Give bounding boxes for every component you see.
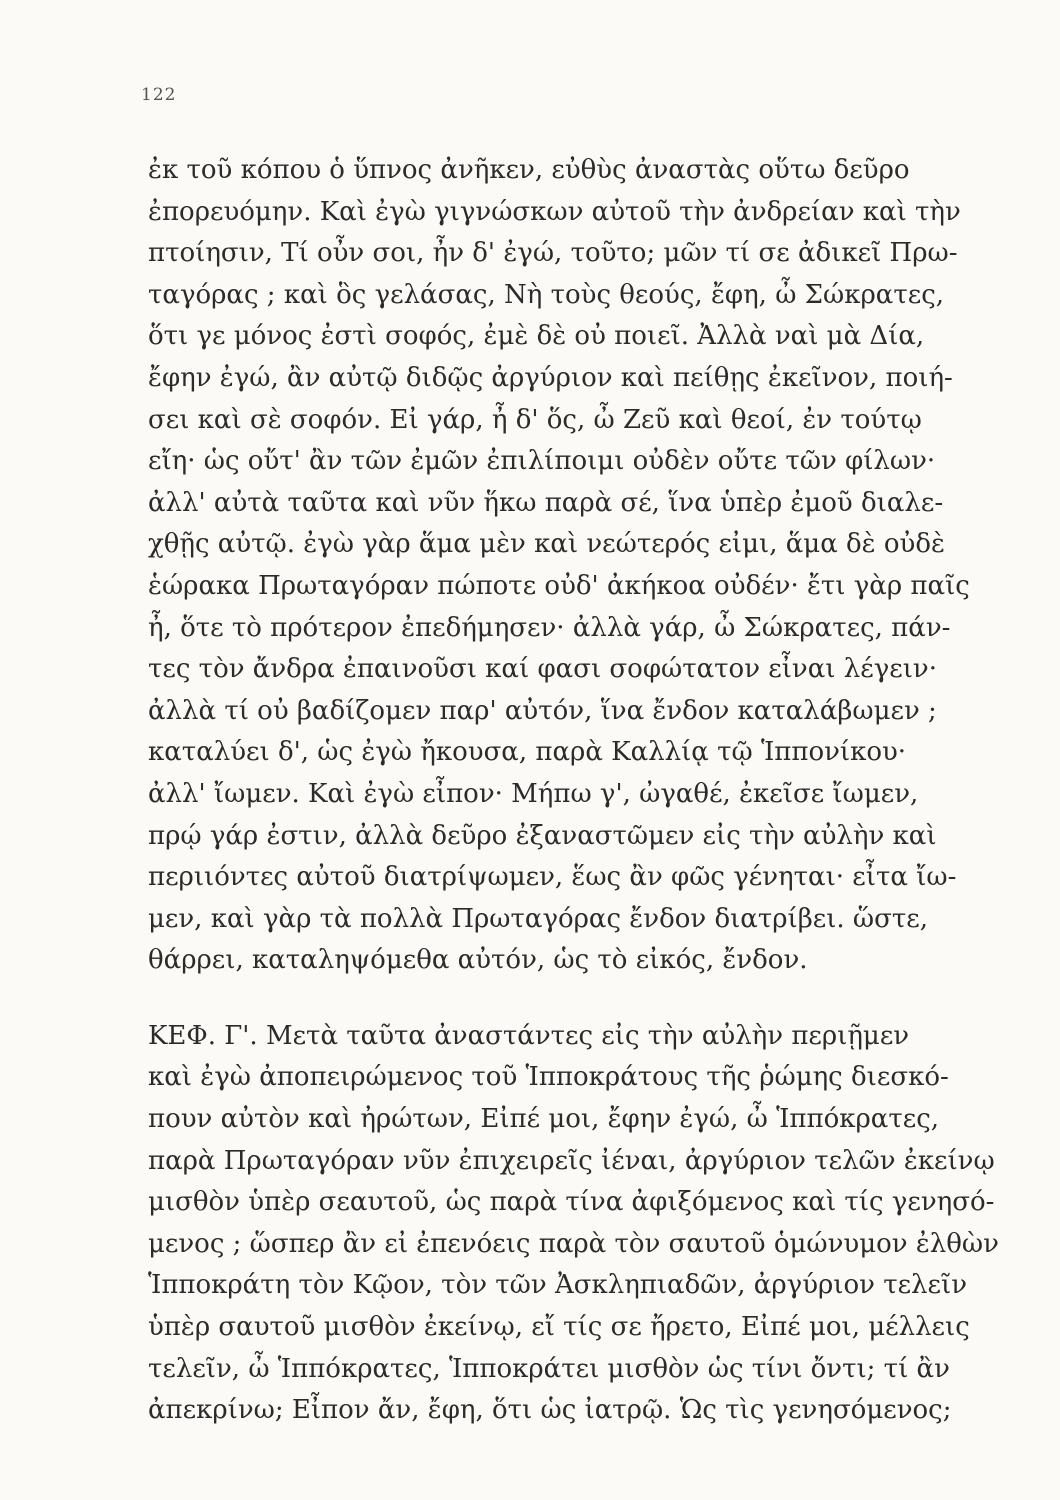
text-line: ἔφην ἐγώ, ἂν αὐτῷ διδῷς ἀργύριον καὶ πείθῃς ἐκεῖνον, ποιή- [148,362,953,393]
text-line: πρῴ γάρ ἐστιν, ἀλλὰ δεῦρο ἐξαναστῶμεν εἰς τὴν αὐλὴν καὶ [148,820,937,851]
page-number: 122 [141,85,177,105]
text-line: περιιόντες αὐτοῦ διατρίψωμεν, ἕως ἂν φῶς γένηται· εἶτα ἴω- [148,862,957,893]
text-line: μεν, καὶ γὰρ τὰ πολλὰ Πρωταγόρας ἔνδον διατρίβει. ὥστε, [148,903,928,934]
text-line: ἦ, ὅτε τὸ πρότερον ἐπεδήμησεν· ἀλλὰ γάρ, ὦ Σώκρατες, πάν- [148,612,951,643]
text-line: παρὰ Πρωταγόραν νῦν ἐπιχειρεῖς ἰέναι, ἀργύριον τελῶν ἐκείνῳ [148,1145,995,1176]
text-line: σει καὶ σὲ σοφόν. Εἰ γάρ, ἦ δ' ὅς, ὦ Ζεῦ καὶ θεοί, ἐν τούτῳ [148,404,922,435]
text-line: τελεῖν, ὦ Ἱππόκρατες, Ἱπποκράτει μισθὸν ὡς τίνι ὄντι; τί ἂν [148,1353,950,1384]
text-line: χθῇς αὐτῷ. ἐγὼ γὰρ ἅμα μὲν καὶ νεώτερός εἰμι, ἅμα δὲ οὐδὲ [148,529,945,560]
text-line: ἐπορευόμην. Καὶ ἐγὼ γιγνώσκων αὐτοῦ τὴν ἀνδρείαν καὶ τὴν [148,196,961,227]
text-line: ἐκ τοῦ κόπου ὁ ὕπνος ἀνῆκεν, εὐθὺς ἀναστὰς οὕτω δεῦρο [148,155,910,185]
text-line: ἀλλ' αὐτὰ ταῦτα καὶ νῦν ἥκω παρὰ σέ, ἵνα ὑπὲρ ἐμοῦ διαλε- [148,487,944,518]
text-line: ταγόρας ; καὶ ὃς γελάσας, Νὴ τοὺς θεούς, ἔφη, ὦ Σώκρατες, [148,279,945,310]
text-line: καταλύει δ', ὡς ἐγὼ ἤκουσα, παρὰ Καλλίᾳ τῷ Ἱππονίκου· [148,737,907,768]
text-line: Ἱπποκράτη τὸν Κῷον, τὸν τῶν Ἀσκληπιαδῶν, ἀργύριον τελεῖν [148,1270,967,1301]
text-line: ὅτι γε μόνος ἐστὶ σοφός, ἐμὲ δὲ οὐ ποιεῖ. Ἀλλὰ ναὶ μὰ Δία, [148,321,925,352]
text-line: ἀπεκρίνω; Εἶπον ἄν, ἔφη, ὅτι ὡς ἰατρῷ. Ὡς τὶς γενησόμενος; [148,1395,952,1426]
text-line: ἑώρακα Πρωταγόραν πώποτε οὐδ' ἀκήκοα οὐδέν· ἔτι γὰρ παῖς [148,570,970,601]
section-gap [148,982,1020,1016]
text-line: μενος ; ὥσπερ ἂν εἰ ἐπενόεις παρὰ τὸν σαυτοῦ ὁμώνυμον ἐλθὼν [148,1228,999,1259]
text-line: πουν αὐτὸν καὶ ἠρώτων, Εἰπέ μοι, ἔφην ἐγώ, ὦ Ἱππόκρατες, [148,1104,940,1135]
text-line: ὑπὲρ σαυτοῦ μισθὸν ἐκείνῳ, εἴ τίς σε ἤρετο, Εἰπέ μοι, μέλλεις [148,1312,970,1343]
text-line: μισθὸν ὑπὲρ σεαυτοῦ, ὡς παρὰ τίνα ἀφιξόμενος καὶ τίς γενησό- [148,1187,995,1218]
chapter-heading-line: ΚΕΦ. Γ'. Μετὰ ταῦτα ἀναστάντες εἰς τὴν αὐλὴν περιῇμεν [148,1020,910,1051]
text-line: πτοίησιν, Τί οὖν σοι, ἦν δ' ἐγώ, τοῦτο; μῶν τί σε ἀδικεῖ Πρω- [148,238,958,269]
text-line: ἀλλὰ τί οὐ βαδίζομεν παρ' αὐτόν, ἵνα ἔνδον καταλάβωμεν ; [148,695,937,726]
greek-text-body [148,150,1020,1432]
text-line: καὶ ἐγὼ ἀποπειρώμενος τοῦ Ἱπποκράτους τῆς ῥώμης διεσκό- [148,1062,949,1093]
text-line: εἴη· ὡς οὔτ' ἂν τῶν ἐμῶν ἐπιλίποιμι οὐδὲν οὔτε τῶν φίλων· [148,446,936,477]
text-line: τες τὸν ἄνδρα ἐπαινοῦσι καί φασι σοφώτατον εἶναι λέγειν· [148,654,937,685]
text-line: ἀλλ' ἴωμεν. Καὶ ἐγὼ εἶπον· Μήπω γ', ὠγαθέ, ἐκεῖσε ἴωμεν, [148,778,919,809]
text-line: θάρρει, καταληψόμεθα αὐτόν, ὡς τὸ εἰκός, ἔνδον. [148,945,808,976]
